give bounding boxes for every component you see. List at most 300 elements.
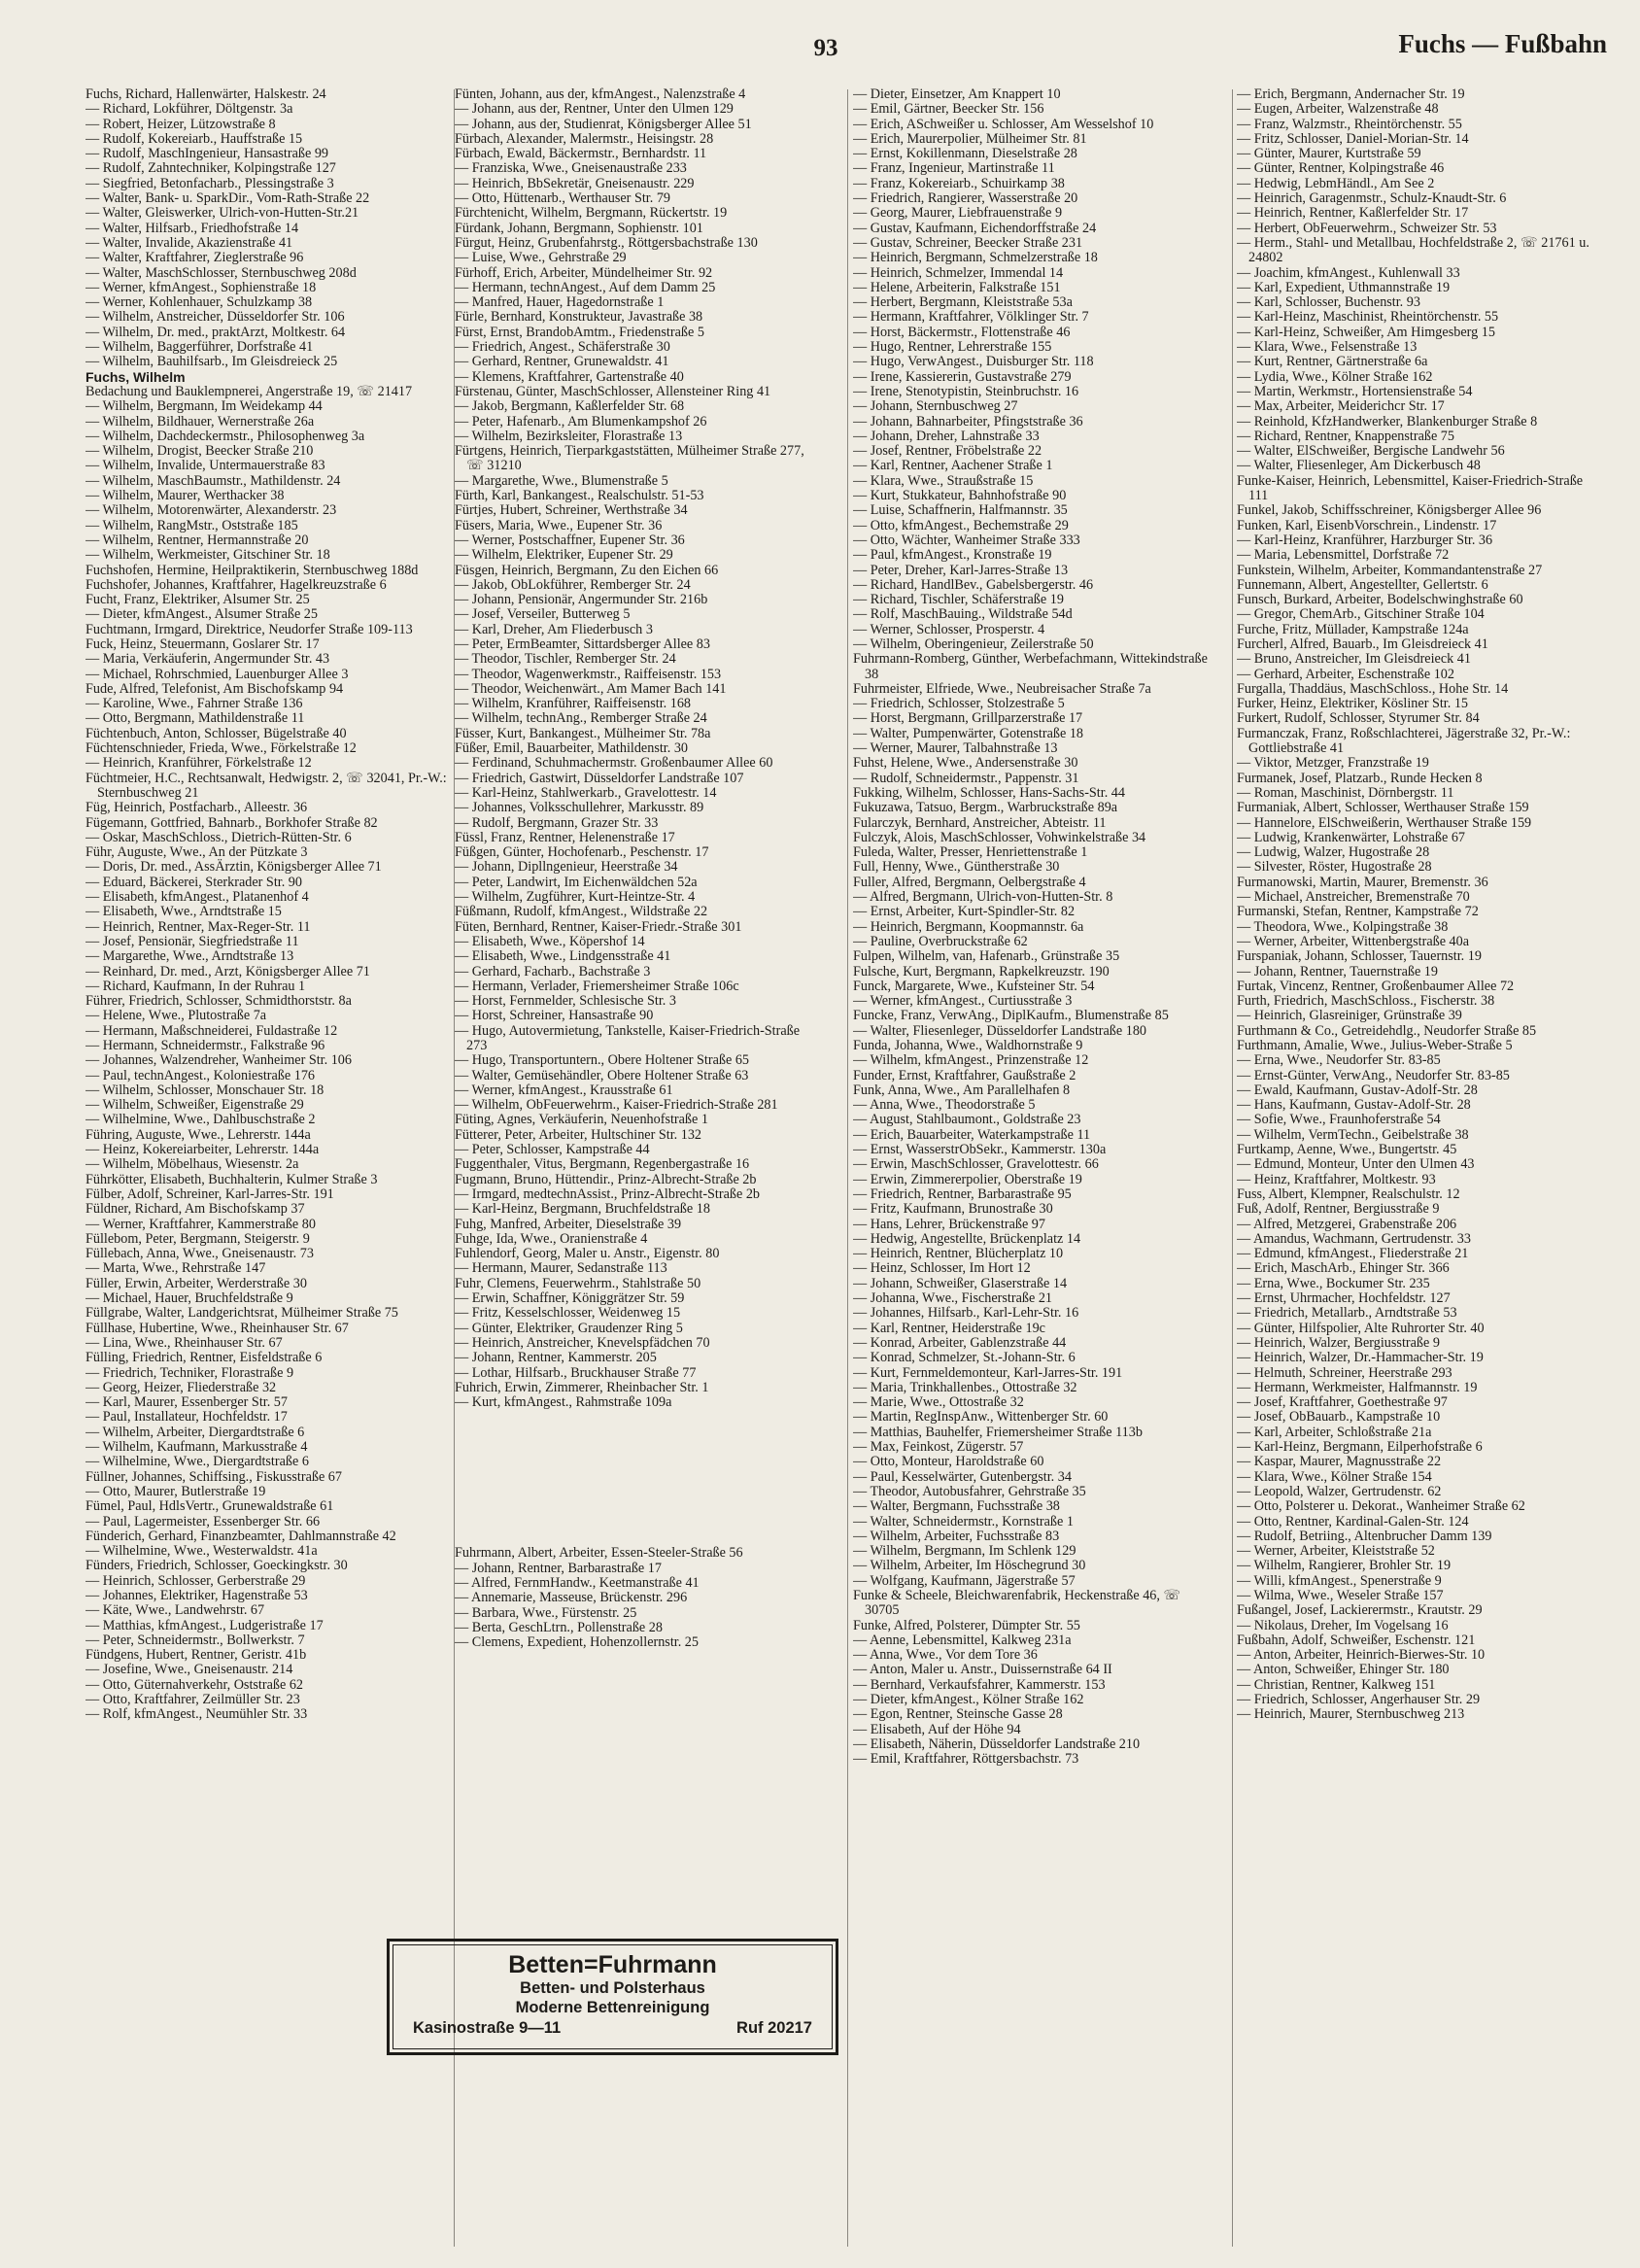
directory-entry: — Edmund, kfmAngest., Fliederstraße 21 — [1237, 1246, 1469, 1262]
directory-entry: — Wilhelm, Schweißer, Eigenstraße 29 — [85, 1097, 304, 1114]
directory-entry: — Heinrich, Walzer, Bergiusstraße 9 — [1237, 1334, 1440, 1351]
directory-entry: Füssl, Franz, Rentner, Helenenstraße 17 — [455, 829, 675, 845]
directory-entry: Fürbach, Ewald, Bäckermstr., Bernhardstr. 11 — [455, 146, 707, 162]
directory-entry: Fukking, Wilhelm, Schlosser, Hans-Sachs-Str. 44 — [853, 784, 1125, 801]
directory-entry: — Heinrich, Glasreiniger, Grünstraße 39 — [1237, 1008, 1462, 1024]
directory-entry: — Dieter, kfmAngest., Alsumer Straße 25 — [85, 606, 318, 623]
directory-entry: — Günter, Hilfspolier, Alte Ruhrorter Str. 40 — [1237, 1320, 1485, 1336]
directory-entry: — Karl, Rentner, Heiderstraße 19c — [853, 1320, 1045, 1336]
directory-entry: — Heinz, Schlosser, Im Hort 12 — [853, 1260, 1031, 1277]
directory-entry: — Irmgard, medtechnAssist., Prinz-Albrecht-Straße 2b — [455, 1186, 761, 1202]
directory-entry: Funke-Kaiser, Heinrich, Lebensmittel, Kaiser-Friedrich-Straße 111 — [1237, 472, 1584, 504]
directory-entry: — Bruno, Anstreicher, Im Gleisdreieck 41 — [1237, 651, 1471, 668]
directory-entry: Fünderich, Gerhard, Finanzbeamter, Dahlmannstraße 42 — [85, 1528, 396, 1544]
directory-entry: Fuchs, Wilhelm — [85, 368, 186, 385]
ad-line-1: Betten- und Polsterhaus — [520, 1979, 705, 1997]
directory-entry: Fußangel, Josef, Lackierermstr., Krautstr. 29 — [1237, 1602, 1483, 1619]
directory-entry: — Wilhelmine, Wwe., Dahlbuschstraße 2 — [85, 1112, 316, 1128]
directory-entry: — Elisabeth, kfmAngest., Platanenhof 4 — [85, 889, 309, 906]
directory-entry: — Max, Arbeiter, Meiderichcr Str. 17 — [1237, 398, 1445, 415]
directory-entry: Fuck, Heinz, Steuermann, Goslarer Str. 17 — [85, 636, 320, 652]
directory-entry: Furgalla, Thaddäus, MaschSchloss., Hohe Str. 14 — [1237, 680, 1509, 697]
directory-entry: — Hans, Kaufmann, Gustav-Adolf-Str. 28 — [1237, 1097, 1471, 1114]
directory-entry: — Gerhard, Arbeiter, Eschenstraße 102 — [1237, 666, 1454, 682]
directory-entry: — Walter, Bank- u. SparkDir., Vom-Rath-Straße 22 — [85, 190, 370, 207]
directory-entry: — Anton, Schweißer, Ehinger Str. 180 — [1237, 1662, 1450, 1678]
directory-entry: Fußbahn, Adolf, Schweißer, Eschenstr. 121 — [1237, 1632, 1476, 1648]
directory-entry: — Siegfried, Betonfacharb., Plessingstraße 3 — [85, 175, 334, 191]
directory-entry: — Robert, Heizer, Lützowstraße 8 — [85, 116, 276, 132]
directory-entry: — Wilhelm, Arbeiter, Im Höschegrund 30 — [853, 1558, 1086, 1574]
directory-entry: — Klara, Wwe., Straußstraße 15 — [853, 472, 1034, 489]
directory-entry: — Theodor, Tischler, Remberger Str. 24 — [455, 651, 676, 668]
directory-entry: Füllgrabe, Walter, Landgerichtsrat, Mülheimer Straße 75 — [85, 1305, 398, 1322]
directory-entry: Bedachung und Bauklempnerei, Angerstraße 19, ☏ 21417 — [85, 383, 413, 399]
directory-entry: — Max, Feinkost, Zügerstr. 57 — [853, 1439, 1024, 1456]
directory-entry: Fularczyk, Bernhard, Anstreicher, Abteistr. 11 — [853, 814, 1107, 831]
directory-entry: — Josef, Rentner, Fröbelstraße 22 — [853, 443, 1042, 460]
directory-entry: Fündgens, Hubert, Rentner, Geristr. 41b — [85, 1647, 307, 1664]
directory-entry: — Rudolf, Bergmann, Grazer Str. 33 — [455, 814, 659, 831]
directory-entry: — Friedrich, Metallarb., Arndtstraße 53 — [1237, 1305, 1457, 1322]
directory-entry: — Herm., Stahl- und Metallbau, Hochfeldstraße 2, ☏ 21761 u. 24802 — [1237, 234, 1589, 266]
directory-entry: — Kurt, kfmAngest., Rahmstraße 109a — [455, 1394, 672, 1411]
directory-entry: — Michael, Anstreicher, Bremenstraße 70 — [1237, 889, 1470, 906]
directory-entry: — Maria, Lebensmittel, Dorfstraße 72 — [1237, 547, 1450, 564]
directory-entry: Fuhrmeister, Elfriede, Wwe., Neubreisacher Straße 7a — [853, 680, 1151, 697]
directory-entry: — Hermann, Kraftfahrer, Völklinger Str. 7 — [853, 309, 1089, 326]
ad-address-row — [390, 2017, 836, 2039]
directory-entry: — Wilhelmine, Wwe., Westerwaldstr. 41a — [85, 1543, 318, 1560]
directory-entry: — Rudolf, MaschIngenieur, Hansastraße 99 — [85, 146, 329, 162]
ad-line-2: Moderne Bettenreinigung — [515, 1999, 710, 2016]
directory-entry: — Otto, Kraftfahrer, Zeilmüller Str. 23 — [85, 1692, 300, 1708]
directory-entry: — Pauline, Overbruckstraße 62 — [853, 933, 1028, 949]
directory-entry: — Karl, Maurer, Essenberger Str. 57 — [85, 1394, 288, 1411]
directory-entry: — Ewald, Kaufmann, Gustav-Adolf-Str. 28 — [1237, 1082, 1478, 1098]
directory-entry: — Hermann, Schneidermstr., Falkstraße 96 — [85, 1038, 325, 1053]
directory-entry: — Erna, Wwe., Neudorfer Str. 83-85 — [1237, 1052, 1441, 1069]
directory-entry: — Ludwig, Krankenwärter, Lohstraße 67 — [1237, 829, 1466, 845]
directory-entry: — Alfred, FernmHandw., Keetmanstraße 41 — [455, 1575, 700, 1592]
directory-entry: — Doris, Dr. med., AssÄrztin, Königsberger Allee 71 — [85, 859, 382, 876]
directory-entry: — Kurt, Rentner, Gärtnerstraße 6a — [1237, 354, 1428, 370]
directory-entry: Funsch, Burkard, Arbeiter, Bodelschwinghstraße 60 — [1237, 592, 1523, 608]
directory-entry: — Hannelore, ElSchweißerin, Werthauser Straße 159 — [1237, 814, 1532, 831]
directory-entry: — Otto, Bergmann, Mathildenstraße 11 — [85, 710, 305, 727]
ad-business-name: Betten=Fuhrmann — [508, 1951, 717, 1978]
directory-entry: — Walter, Invalide, Akazienstraße 41 — [85, 234, 293, 251]
directory-entry: — Alfred, Metzgerei, Grabenstraße 206 — [1237, 1216, 1457, 1232]
directory-entry: Füsgen, Heinrich, Bergmann, Zu den Eichen 66 — [455, 562, 719, 578]
directory-entry: — Roman, Maschinist, Dörnbergstr. 11 — [1237, 784, 1454, 801]
directory-entry: — Paul, Lagermeister, Essenberger Str. 66 — [85, 1513, 321, 1529]
directory-entry: Furth, Friedrich, MaschSchloss., Fischerstr. 38 — [1237, 993, 1495, 1010]
directory-entry: — Franz, Walzmstr., Rheintörchenstr. 55 — [1237, 116, 1462, 132]
directory-entry: — Walter, Hilfsarb., Friedhofstraße 14 — [85, 220, 299, 236]
directory-entry: Funck, Margarete, Wwe., Kufsteiner Str. 54 — [853, 978, 1095, 994]
directory-entry: Funke, Alfred, Polsterer, Dümpter Str. 55 — [853, 1617, 1080, 1633]
directory-entry: Furche, Fritz, Müllader, Kampstraße 124a — [1237, 621, 1469, 637]
directory-entry: Fuchshofer, Johannes, Kraftfahrer, Hagelkreuzstraße 6 — [85, 576, 387, 593]
directory-entry: — Matthias, kfmAngest., Ludgeristraße 17 — [85, 1617, 324, 1633]
directory-entry: — Silvester, Röster, Hugostraße 28 — [1237, 859, 1432, 876]
directory-entry: Fuhg, Manfred, Arbeiter, Dieselstraße 39 — [455, 1216, 682, 1232]
directory-entry: Fürstenau, Günter, MaschSchlosser, Allensteiner Ring 41 — [455, 383, 771, 399]
directory-entry: — Heinz, Kraftfahrer, Moltkestr. 93 — [1237, 1171, 1436, 1187]
directory-entry: Fucht, Franz, Elektriker, Alsumer Str. 25 — [85, 592, 310, 608]
directory-entry: — Heinrich, Rentner, Max-Reger-Str. 11 — [85, 918, 311, 935]
directory-entry: — Werner, Kraftfahrer, Kammerstraße 80 — [85, 1216, 316, 1232]
directory-entry: Füsers, Maria, Wwe., Eupener Str. 36 — [455, 517, 663, 533]
directory-entry: — Wilhelm, Kaufmann, Markusstraße 4 — [85, 1439, 308, 1456]
directory-entry: Furmanek, Josef, Platzarb., Runde Hecken 8 — [1237, 770, 1483, 786]
directory-entry: — Wilhelm, technAng., Remberger Straße 24 — [455, 710, 707, 727]
directory-entry: — Richard, Tischler, Schäferstraße 19 — [853, 592, 1064, 608]
column-2 — [455, 87, 819, 2254]
directory-entry: — Richard, Kaufmann, In der Ruhrau 1 — [85, 978, 306, 994]
directory-entry: — Wilhelm, Maurer, Werthacker 38 — [85, 488, 285, 504]
column-1 — [85, 87, 450, 2254]
directory-entry: — Friedrich, Schlosser, Angerhauser Str. 29 — [1237, 1692, 1481, 1708]
directory-entry: — Ernst, Kokillenmann, Dieselstraße 28 — [853, 146, 1077, 162]
directory-entry: — Wilhelm, ObFeuerwehrm., Kaiser-Friedrich-Straße 281 — [455, 1097, 778, 1114]
directory-entry: — Alfred, Bergmann, Ulrich-von-Hutten-Str. 8 — [853, 889, 1113, 906]
directory-entry: — Erna, Wwe., Bockumer Str. 235 — [1237, 1275, 1430, 1291]
directory-entry: Fürtgens, Heinrich, Tierparkgaststätten, Mülheimer Straße 277, ☏ 31210 — [455, 443, 804, 474]
directory-entry: — Johann, aus der, Rentner, Unter den Ulmen 129 — [455, 101, 734, 118]
directory-entry: — Theodor, Autobusfahrer, Gehrstraße 35 — [853, 1483, 1086, 1499]
directory-entry: Füllner, Johannes, Schiffsing., Fiskusstraße 67 — [85, 1468, 342, 1485]
directory-entry: — Werner, Arbeiter, Kleiststraße 52 — [1237, 1543, 1435, 1560]
directory-entry: — Wilhelm, Motorenwärter, Alexanderstr. 23 — [85, 502, 337, 519]
directory-entry: — Luise, Schaffnerin, Halfmannstr. 35 — [853, 502, 1068, 519]
directory-entry: — Reinhold, KfzHandwerker, Blankenburger Straße 8 — [1237, 413, 1538, 430]
directory-entry: Furtkamp, Aenne, Wwe., Bungertstr. 45 — [1237, 1142, 1457, 1158]
directory-entry: — Wilhelm, MaschBaumstr., Mathildenstr. 24 — [85, 472, 341, 489]
directory-entry: — Georg, Heizer, Fliederstraße 32 — [85, 1379, 277, 1395]
directory-entry: — Wilhelm, Bergmann, Im Schlenk 129 — [853, 1543, 1076, 1560]
directory-entry: Fukuzawa, Tatsuo, Bergm., Warbruckstraße 89a — [853, 800, 1118, 816]
directory-entry: — Nikolaus, Dreher, Im Vogelsang 16 — [1237, 1617, 1449, 1633]
directory-entry: — Heinz, Kokereiarbeiter, Lehrerstr. 144a — [85, 1142, 320, 1158]
directory-entry: — Michael, Hauer, Bruchfeldstraße 9 — [85, 1290, 293, 1307]
directory-entry: — Maria, Trinkhallenbes., Ottostraße 32 — [853, 1379, 1077, 1395]
directory-entry: — Gerhard, Rentner, Grunewaldstr. 41 — [455, 354, 669, 370]
directory-entry: — Wilhelm, Dr. med., praktArzt, Moltkestr. 64 — [85, 324, 346, 340]
directory-entry: Funda, Johanna, Wwe., Waldhornstraße 9 — [853, 1038, 1083, 1053]
directory-entry: — Wilhelm, Anstreicher, Düsseldorfer Str. 106 — [85, 309, 345, 326]
directory-entry: — Heinrich, Bergmann, Koopmannstr. 6a — [853, 918, 1084, 935]
directory-entry: — Anton, Maler u. Anstr., Duissernstraße 64 II — [853, 1662, 1112, 1678]
directory-entry: Füting, Agnes, Verkäuferin, Neuenhofstraße 1 — [455, 1112, 708, 1128]
directory-entry: — Peter, Schneidermstr., Bollwerkstr. 7 — [85, 1632, 305, 1648]
directory-entry: — Johann, Rentner, Barbarastraße 17 — [455, 1560, 662, 1576]
directory-entry: Fuhlendorf, Georg, Maler u. Anstr., Eigenstr. 80 — [455, 1246, 720, 1262]
directory-entry: — Günter, Maurer, Kurtstraße 59 — [1237, 146, 1421, 162]
directory-entry: — Heinrich, Anstreicher, Knevelspfädchen 70 — [455, 1334, 710, 1351]
directory-entry: — Ludwig, Walzer, Hugostraße 28 — [1237, 844, 1430, 861]
directory-entry: — Clemens, Expedient, Hohenzollernstr. 25 — [455, 1634, 699, 1651]
directory-entry: — Josef, Kraftfahrer, Goethestraße 97 — [1237, 1394, 1448, 1411]
directory-entry: — Kurt, Fernmeldemonteur, Karl-Jarres-Str. 191 — [853, 1364, 1123, 1381]
directory-entry: — Irene, Stenotypistin, Steinbruchstr. 16 — [853, 383, 1079, 399]
directory-entry: Furker, Heinz, Elektriker, Kösliner Str. 15 — [1237, 696, 1469, 712]
directory-entry: — Franz, Kokereiarb., Schuirkamp 38 — [853, 175, 1065, 191]
directory-entry: — Werner, Kohlenhauer, Schulzkamp 38 — [85, 294, 313, 311]
directory-entry: — Werner, kfmAngest., Curtiusstraße 3 — [853, 993, 1073, 1010]
directory-entry: — Johann, Pensionär, Angermunder Str. 216b — [455, 592, 708, 608]
directory-entry: — Josef, Verseiler, Butterweg 5 — [455, 606, 631, 623]
directory-entry: — Matthias, Bauhelfer, Friemersheimer Straße 113b — [853, 1424, 1143, 1440]
directory-entry: — Wilhelm, Drogist, Beecker Straße 210 — [85, 443, 314, 460]
directory-entry: Füllebach, Anna, Wwe., Gneisenaustr. 73 — [85, 1246, 314, 1262]
directory-entry: Füßgen, Günter, Hochofenarb., Peschenstr. 17 — [455, 844, 709, 861]
directory-entry: Fürtjes, Hubert, Schreiner, Werthstraße 34 — [455, 502, 688, 519]
directory-entry: — Rolf, MaschBauing., Wildstraße 54d — [853, 606, 1073, 623]
directory-entry: — Leopold, Walzer, Gertrudenstr. 62 — [1237, 1483, 1442, 1499]
directory-entry: — Ernst-Günter, VerwAng., Neudorfer Str. 83-85 — [1237, 1067, 1510, 1083]
directory-entry: — Josefine, Wwe., Gneisenaustr. 214 — [85, 1662, 293, 1678]
directory-entry: — Friedrich, Techniker, Florastraße 9 — [85, 1364, 294, 1381]
directory-entry: — Erwin, MaschSchlosser, Gravelottestr. 66 — [853, 1156, 1099, 1173]
directory-entry: — Johann, Schweißer, Glaserstraße 14 — [853, 1275, 1068, 1291]
directory-entry: — Kaspar, Maurer, Magnusstraße 22 — [1237, 1454, 1442, 1470]
directory-entry: — Maria, Verkäuferin, Angermunder Str. 43 — [85, 651, 330, 668]
directory-entry: — Christian, Rentner, Kalkweg 151 — [1237, 1676, 1436, 1693]
directory-entry: — Horst, Bergmann, Grillparzerstraße 17 — [853, 710, 1083, 727]
directory-entry: Fuleda, Walter, Presser, Henriettenstraße 1 — [853, 844, 1088, 861]
directory-entry: — Anna, Wwe., Theodorstraße 5 — [853, 1097, 1036, 1114]
directory-entry: — Margarethe, Wwe., Blumenstraße 5 — [455, 472, 668, 489]
directory-entry: — Werner, kfmAngest., Krausstraße 61 — [455, 1082, 673, 1098]
directory-entry: Fürgut, Heinz, Grubenfahrstg., Röttgersbachstraße 130 — [455, 234, 758, 251]
directory-entry: Fude, Alfred, Telefonist, Am Bischofskamp 94 — [85, 680, 344, 697]
advertisement-spacer — [455, 1410, 819, 1546]
directory-entry: — Herbert, ObFeuerwehrm., Schweizer Str. 53 — [1237, 220, 1497, 236]
directory-entry: Füg, Heinrich, Postfacharb., Alleestr. 36 — [85, 800, 308, 816]
directory-entry: — Karl, Dreher, Am Fliederbusch 3 — [455, 621, 653, 637]
directory-entry: — Erich, Maurerpolier, Mülheimer Str. 81 — [853, 130, 1087, 147]
directory-entry: — Johann, Dreher, Lahnstraße 33 — [853, 428, 1040, 444]
directory-entry: Fulczyk, Alois, MaschSchlosser, Vohwinkelstraße 34 — [853, 829, 1146, 845]
directory-entry: — Irene, Kassiererin, Gustavstraße 279 — [853, 368, 1072, 385]
directory-entry: — Werner, Arbeiter, Wittenbergstraße 40a — [1237, 933, 1470, 949]
directory-entry: — Wilhelm, Dachdeckermstr., Philosophenweg 3a — [85, 428, 365, 444]
directory-entry: — Friedrich, Schlosser, Stolzestraße 5 — [853, 696, 1065, 712]
directory-entry: — Walter, Schneidermstr., Kornstraße 1 — [853, 1513, 1074, 1529]
directory-entry: — Martin, RegInspAnw., Wittenberger Str. 60 — [853, 1409, 1109, 1426]
directory-entry: — Theodora, Wwe., Kolpingstraße 38 — [1237, 918, 1449, 935]
directory-entry: — Wilhelm, Arbeiter, Fuchsstraße 83 — [853, 1528, 1060, 1544]
page-number: 93 — [813, 35, 838, 61]
directory-entry: — Klara, Wwe., Felsenstraße 13 — [1237, 339, 1418, 356]
column-4 — [1237, 87, 1601, 2254]
directory-entry: — Peter, Hafenarb., Am Blumenkampshof 26 — [455, 413, 707, 430]
directory-entry: — Konrad, Arbeiter, Gablenzstraße 44 — [853, 1334, 1067, 1351]
directory-entry: Fümel, Paul, HdlsVertr., Grunewaldstraße 61 — [85, 1498, 334, 1515]
directory-entry: Furcherl, Alfred, Bauarb., Im Gleisdreieck 41 — [1237, 636, 1488, 652]
directory-entry: Fuhrich, Erwin, Zimmerer, Rheinbacher Str. 1 — [455, 1379, 709, 1395]
directory-entry: Füchtenschnieder, Frieda, Wwe., Förkelstraße 12 — [85, 740, 357, 757]
directory-entry: Fürst, Ernst, BrandobAmtm., Friedenstraße 5 — [455, 324, 704, 340]
directory-entry: — Otto, Hüttenarb., Werthauser Str. 79 — [455, 190, 671, 207]
directory-entry: — Johann, Dipllngenieur, Heerstraße 34 — [455, 859, 678, 876]
directory-entry: — Helene, Arbeiterin, Falkstraße 151 — [853, 279, 1061, 295]
directory-entry: Fütterer, Peter, Arbeiter, Hultschiner Str. 132 — [455, 1126, 702, 1143]
directory-entry: — Ernst, Arbeiter, Kurt-Spindler-Str. 82 — [853, 904, 1076, 920]
directory-entry: — Heinrich, Walzer, Dr.-Hammacher-Str. 19 — [1237, 1350, 1484, 1366]
directory-entry: — Johannes, Volksschullehrer, Markusstr. 89 — [455, 800, 704, 816]
directory-entry: — Amandus, Wachmann, Gertrudenstr. 33 — [1237, 1230, 1471, 1247]
directory-entry: — Käte, Wwe., Landwehrstr. 67 — [85, 1602, 265, 1619]
directory-entry: — Otto, kfmAngest., Bechemstraße 29 — [853, 517, 1069, 533]
directory-entry: — Hermann, Maurer, Sedanstraße 113 — [455, 1260, 667, 1277]
directory-entry: — Johann, Bahnarbeiter, Pfingststraße 36 — [853, 413, 1083, 430]
directory-entry: — Walter, Kraftfahrer, Zieglerstraße 96 — [85, 250, 304, 266]
running-head: Fuchs — Fußbahn — [1398, 29, 1607, 58]
directory-entry: — Werner, Postschaffner, Eupener Str. 36 — [455, 532, 685, 548]
directory-entry: Furmaniak, Albert, Schlosser, Werthauser Straße 159 — [1237, 800, 1529, 816]
directory-entry: — Lydia, Wwe., Kölner Straße 162 — [1237, 368, 1433, 385]
directory-entry: — Richard, Rentner, Knappenstraße 75 — [1237, 428, 1454, 444]
directory-entry: — Karl-Heinz, Bergmann, Bruchfeldstraße 18 — [455, 1201, 710, 1218]
directory-entry: — Wilhelm, Kranführer, Raiffeisenstr. 168 — [455, 696, 692, 712]
directory-entry: — Annemarie, Masseuse, Brückenstr. 296 — [455, 1590, 688, 1606]
directory-entry: — Egon, Rentner, Steinsche Gasse 28 — [853, 1706, 1063, 1723]
directory-entry: — Dieter, kfmAngest., Kölner Straße 162 — [853, 1692, 1084, 1708]
directory-entry: — Karl, Rentner, Aachener Straße 1 — [853, 458, 1053, 474]
directory-entry: — Wilhelm, Oberingenieur, Zeilerstraße 50 — [853, 636, 1094, 652]
directory-entry: — Karl, Schlosser, Buchenstr. 93 — [1237, 294, 1420, 311]
directory-entry: — Richard, HandlBev., Gabelsbergerstr. 46 — [853, 576, 1094, 593]
directory-entry: — Walter, Gleiswerker, Ulrich-von-Hutten-Str.21 — [85, 205, 359, 222]
directory-entry: — Johann, Rentner, Kammerstr. 205 — [455, 1350, 657, 1366]
directory-entry: — Wilhelm, Bildhauer, Wernerstraße 26a — [85, 413, 315, 430]
directory-entry: Füßer, Emil, Bauarbeiter, Mathildenstr. 30 — [455, 740, 689, 757]
directory-entry: — Karl, Expedient, Uthmannstraße 19 — [1237, 279, 1451, 295]
directory-entry: Furmanczak, Franz, Roßschlachterei, Jägerstraße 32, Pr.-W.: Gottliebstraße 41 — [1237, 725, 1571, 757]
directory-entry: Fugmann, Bruno, Hüttendir., Prinz-Albrecht-Straße 2b — [455, 1171, 757, 1187]
directory-entry: Fürdank, Johann, Bergmann, Sophienstr. 101 — [455, 220, 703, 236]
directory-entry: — Johannes, Elektriker, Hagenstraße 53 — [85, 1587, 308, 1603]
directory-entry: — Emil, Gärtner, Beecker Str. 156 — [853, 101, 1044, 118]
directory-entry: — Fritz, Kesselschlosser, Weidenweg 15 — [455, 1305, 681, 1322]
directory-entry: — Hermann, Maßschneiderei, Fuldastraße 12 — [85, 1022, 338, 1039]
directory-entry: — Rudolf, Schneidermstr., Pappenstr. 31 — [853, 770, 1079, 786]
directory-entry: — Karl-Heinz, Stahlwerkarb., Gravelottestr. 14 — [455, 784, 717, 801]
directory-entry: — Otto, Maurer, Butlerstraße 19 — [85, 1483, 266, 1499]
directory-entry: Funcke, Franz, VerwAng., DiplKaufm., Blumenstraße 85 — [853, 1008, 1169, 1024]
directory-entry: — Wilhelm, Baggerführer, Dorfstraße 41 — [85, 339, 314, 356]
directory-entry: — Joachim, kfmAngest., Kuhlenwall 33 — [1237, 264, 1460, 281]
directory-entry: — Erwin, Schaffner, Königgrätzer Str. 59 — [455, 1290, 685, 1307]
directory-entry: — Wilhelm, Arbeiter, Diergardtstraße 6 — [85, 1424, 305, 1440]
directory-entry: — Walter, Fliesenleger, Düsseldorfer Landstraße 180 — [853, 1022, 1147, 1039]
directory-entry: — Helmuth, Schreiner, Heerstraße 293 — [1237, 1364, 1452, 1381]
directory-entry: — Manfred, Hauer, Hagedornstraße 1 — [455, 294, 665, 311]
directory-entry: Fürhoff, Erich, Arbeiter, Mündelheimer Str. 92 — [455, 264, 713, 281]
directory-entry: Fuchtmann, Irmgard, Direktrice, Neudorfer Straße 109-113 — [85, 621, 413, 637]
directory-entry: — Wilhelm, Bergmann, Im Weidekamp 44 — [85, 398, 323, 415]
directory-entry: Fuß, Adolf, Rentner, Bergiusstraße 9 — [1237, 1201, 1440, 1218]
directory-entry: — Hermann, Verlader, Friemersheimer Straße 106c — [455, 978, 739, 994]
directory-entry: — Dieter, Einsetzer, Am Knappert 10 — [853, 87, 1061, 102]
directory-entry: Furthmann & Co., Getreidehdlg., Neudorfer Straße 85 — [1237, 1022, 1537, 1039]
directory-entry: — Walter, Pumpenwärter, Gotenstraße 18 — [853, 725, 1084, 741]
directory-entry: — Wilhelm, VermTechn., Geibelstraße 38 — [1237, 1126, 1469, 1143]
directory-entry: — Emil, Kraftfahrer, Röttgersbachstr. 73 — [853, 1751, 1079, 1768]
directory-entry: Fülling, Friedrich, Rentner, Eisfeldstraße 6 — [85, 1350, 323, 1366]
directory-entry: — Fritz, Kaufmann, Brunostraße 30 — [853, 1201, 1053, 1218]
directory-entry: — Fritz, Schlosser, Daniel-Morian-Str. 14 — [1237, 130, 1469, 147]
directory-entry: — Rudolf, Zahntechniker, Kolpingstraße 127 — [85, 160, 336, 177]
directory-entry: — Wilhelm, Invalide, Untermauerstraße 83 — [85, 458, 325, 474]
directory-entry: Fürbach, Alexander, Malermstr., Heisingstr. 28 — [455, 130, 714, 147]
directory-entry: Fülber, Adolf, Schreiner, Karl-Jarres-Str. 191 — [85, 1186, 334, 1202]
directory-entry: — Friedrich, Angest., Schäferstraße 30 — [455, 339, 670, 356]
directory-entry: — Wilhelm, Möbelhaus, Wiesenstr. 2a — [85, 1156, 299, 1173]
directory-entry: — Elisabeth, Näherin, Düsseldorfer Landstraße 210 — [853, 1735, 1141, 1752]
directory-entry: — Otto, Wächter, Wanheimer Straße 333 — [853, 532, 1080, 548]
directory-entry: — Ernst, WasserstrObSekr., Kammerstr. 130a — [853, 1142, 1107, 1158]
directory-entry: Furkert, Rudolf, Schlosser, Styrumer Str. 84 — [1237, 710, 1480, 727]
directory-entry: Fulpen, Wilhelm, van, Hafenarb., Grünstraße 35 — [853, 948, 1120, 965]
column-3 — [853, 87, 1217, 2254]
directory-entry: — Karl-Heinz, Kranführer, Harzburger Str. 36 — [1237, 532, 1493, 548]
directory-entry: — Johannes, Hilfsarb., Karl-Lehr-Str. 16 — [853, 1305, 1079, 1322]
directory-entry: — Wilhelm, Bezirksleiter, Florastraße 13 — [455, 428, 683, 444]
directory-entry: — Erich, Bergmann, Andernacher Str. 19 — [1237, 87, 1465, 102]
directory-entry: — Karl-Heinz, Maschinist, Rheintörchenstr. 55 — [1237, 309, 1499, 326]
directory-entry: — Heinrich, Bergmann, Schmelzerstraße 18 — [853, 250, 1098, 266]
directory-entry: — Werner, Maurer, Talbahnstraße 13 — [853, 740, 1058, 757]
directory-entry: Fuggenthaler, Vitus, Bergmann, Regenbergastraße 16 — [455, 1156, 750, 1173]
directory-entry: Führing, Auguste, Wwe., Lehrerstr. 144a — [85, 1126, 311, 1143]
directory-entry: — Hugo, Autovermietung, Tankstelle, Kaiser-Friedrich-Straße 273 — [455, 1022, 801, 1053]
directory-entry: — Bernhard, Verkaufsfahrer, Kammerstr. 153 — [853, 1676, 1106, 1693]
directory-entry: — Günter, Rentner, Kolpingstraße 46 — [1237, 160, 1445, 177]
directory-entry: — Heinrich, Garagenmstr., Schulz-Knaudt-Str. 6 — [1237, 190, 1507, 207]
directory-entry: — Peter, Schlosser, Kampstraße 44 — [455, 1142, 650, 1158]
directory-entry: — Hans, Lehrer, Brückenstraße 97 — [853, 1216, 1045, 1232]
directory-entry: Funkel, Jakob, Schiffsschreiner, Königsberger Allee 96 — [1237, 502, 1542, 519]
directory-entry: — Werner, Schlosser, Prosperstr. 4 — [853, 621, 1045, 637]
directory-entry: — Anton, Arbeiter, Heinrich-Bierwes-Str. 10 — [1237, 1647, 1486, 1664]
directory-entry: — Franziska, Wwe., Gneisenaustraße 233 — [455, 160, 687, 177]
directory-entry: Fünders, Friedrich, Schlosser, Goeckingkstr. 30 — [85, 1558, 348, 1574]
directory-entry: — Rudolf, Kokereiarb., Hauffstraße 15 — [85, 130, 303, 147]
directory-entry: — Wilhelm, Elektriker, Eupener Str. 29 — [455, 547, 673, 564]
directory-entry: Fulsche, Kurt, Bergmann, Rapkelkreuzstr. 190 — [853, 963, 1110, 979]
directory-entry: Fuller, Alfred, Bergmann, Oelbergstraße 4 — [853, 874, 1086, 890]
directory-entry: — Heinrich, Maurer, Sternbuschweg 213 — [1237, 1706, 1465, 1723]
directory-entry: — Otto, Monteur, Haroldstraße 60 — [853, 1454, 1044, 1470]
directory-entry: — Otto, Güternahverkehr, Oststraße 62 — [85, 1676, 304, 1693]
directory-entry: — Hermann, technAngest., Auf dem Damm 25 — [455, 279, 716, 295]
directory-entry: — Willi, kfmAngest., Spenerstraße 9 — [1237, 1572, 1442, 1589]
directory-entry: — Erich, ASchweißer u. Schlosser, Am Wesselshof 10 — [853, 116, 1154, 132]
ad-address: Kasinostraße 9—11 — [413, 2019, 562, 2037]
directory-entry: — Jakob, ObLokführer, Remberger Str. 24 — [455, 576, 691, 593]
directory-entry: — Hermann, Werkmeister, Halfmannstr. 19 — [1237, 1379, 1478, 1395]
directory-entry: — Johannes, Walzendreher, Wanheimer Str. 106 — [85, 1052, 352, 1069]
directory-entry: — Marta, Wwe., Rehrstraße 147 — [85, 1260, 266, 1277]
directory-entry: Füller, Erwin, Arbeiter, Werderstraße 30 — [85, 1275, 307, 1291]
directory-entry: — Karl, Arbeiter, Schloßstraße 21a — [1237, 1424, 1432, 1440]
directory-entry: — Peter, ErmBeamter, Sittardsberger Allee 83 — [455, 636, 710, 652]
directory-entry: — Johann, Sternbuschweg 27 — [853, 398, 1018, 415]
